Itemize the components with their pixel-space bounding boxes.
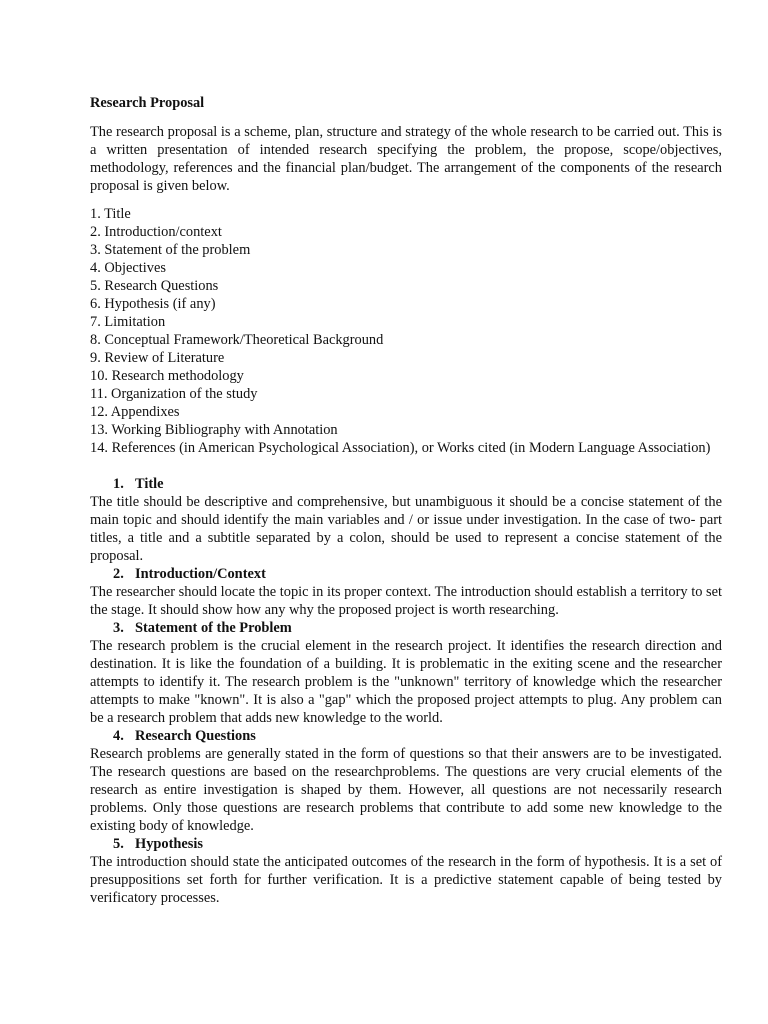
section-heading-text: Hypothesis [135,836,203,852]
section-heading [90,475,722,493]
section-heading-text: Research Questions [135,728,256,744]
list-item: 6. Hypothesis (if any) [90,296,216,312]
section-number: 4. [113,728,124,744]
section-hypothesis [90,835,722,907]
list-item: 8. Conceptual Framework/Theoretical Background [90,332,384,348]
intro-paragraph: The research proposal is a scheme, plan, structure and strategy of the whole research to be carried out. This is a written presentation of intended research specifying the problem, the propose, scope/objectives, methodology, references and the financial plan/budget. The arrangement of the components of the research proposal is given below. [90,124,722,194]
section-introduction [90,565,722,619]
section-heading [90,619,722,637]
section-heading-text: Title [135,476,164,492]
list-item: 10. Research methodology [90,368,244,384]
document-title: Research Proposal [90,95,205,111]
list-item: 2. Introduction/context [90,224,222,240]
list-item: 11. Organization of the study [90,386,258,402]
list-item: 13. Working Bibliography with Annotation [90,422,338,438]
section-body: The research problem is the crucial element in the research project. It identifies the research direction and destination. It is like the foundation of a building. It is problematic in the exiting scene and the researcher attempts to identify it. The research problem is the "unknown" territory of knowledge which the researcher attempts to make "known". It is also a "gap" which the proposed project attempts to plug. Any problem can be a research problem that adds new knowledge to the world. [90,638,722,726]
list-item: 7. Limitation [90,314,166,330]
section-number: 2. [113,566,124,582]
section-heading [90,835,722,853]
section-heading-text: Introduction/Context [135,566,266,582]
section-number: 1. [113,476,124,492]
list-item: 1. Title [90,206,131,222]
section-number: 3. [113,620,124,636]
section-heading-text: Statement of the Problem [135,620,292,636]
section-title [90,475,722,565]
section-body: The researcher should locate the topic in its proper context. The introduction should establish a territory to set the stage. It should show how any why the proposed project is worth researching. [90,584,722,618]
section-research-questions [90,727,722,835]
components-list [90,205,722,457]
document-page [90,94,722,907]
section-number: 5. [113,836,124,852]
section-body: Research problems are generally stated in the form of questions so that their answers are to be investigated. The research questions are based on the researchproblems. The questions are very crucial elements of the research as entire investigation is shaped by them. However, all questions are not necessarily research problems. Only those questions are research problems that contribute to add some new knowledge to the existing body of knowledge. [90,746,722,834]
list-item: 12. Appendixes [90,404,180,420]
section-body: The introduction should state the anticipated outcomes of the research in the form of hypothesis. It is a set of presuppositions set forth for further verification. It is a predictive statement capable of being tested by verificatory processes. [90,854,722,906]
list-item: 5. Research Questions [90,278,219,294]
list-item: 9. Review of Literature [90,350,225,366]
list-item: 4. Objectives [90,260,166,276]
section-heading [90,565,722,583]
list-item: 3. Statement of the problem [90,242,251,258]
section-body: The title should be descriptive and comprehensive, but unambiguous it should be a concise statement of the main topic and should identify the main variables and / or issue under investigation. In the case of two- part titles, a title and a subtitle separated by a colon, should be used to represent a concise statement of the proposal. [90,494,722,564]
section-statement-of-problem [90,619,722,727]
list-item: 14. References (in American Psychological Association), or Works cited (in Modern Language Association) [90,440,711,456]
section-heading [90,727,722,745]
